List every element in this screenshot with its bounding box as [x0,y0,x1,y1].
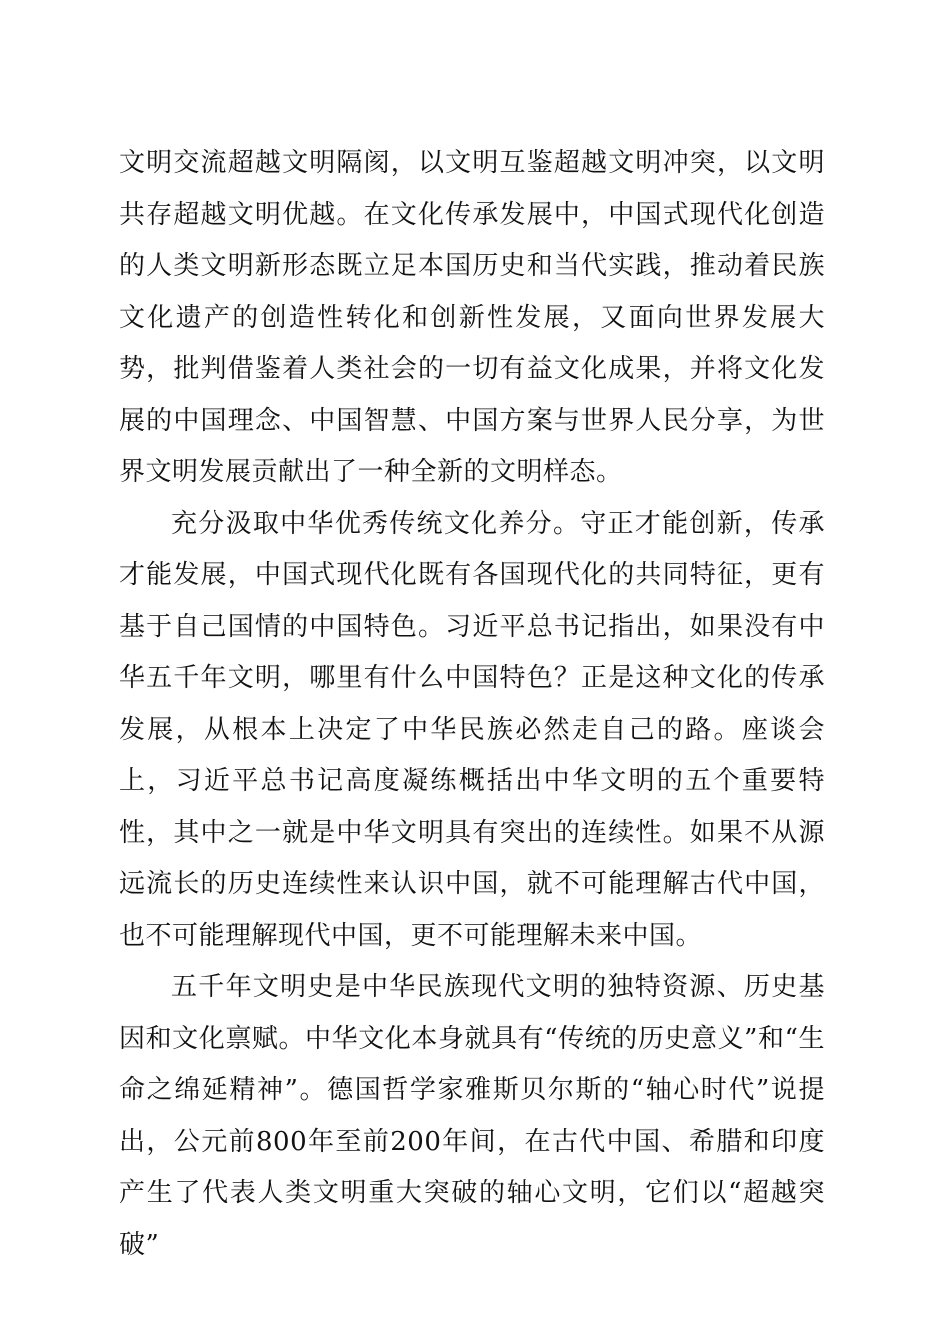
body-text [119,138,825,1271]
paragraph-3: 五千年文明史是中华民族现代文明的独特资源、历史基因和文化禀赋。中华文化本身就具有“传统的历史意义”和“生命之绵延精神”。德国哲学家雅斯贝尔斯的“轴心时代”说提出，公元前800年至前200年间，在古代中国、希腊和印度产生了代表人类文明重大突破的轴心文明，它们以“超越突破” [119,972,825,1260]
paragraph-2: 充分汲取中华优秀传统文化养分。守正才能创新，传承才能发展，中国式现代化既有各国现代化的共同特征，更有基于自己国情的中国特色。习近平总书记指出，如果没有中华五千年文明，哪里有什么中国特色？正是这种文化的传承发展，从根本上决定了中华民族必然走自己的路。座谈会上，习近平总书记高度凝练概括出中华文明的五个重要特性，其中之一就是中华文明具有突出的连续性。如果不从源远流长的历史连续性来认识中国，就不可能理解古代中国，也不可能理解现代中国，更不可能理解未来中国。 [119,508,825,951]
paragraph-1: 文明交流超越文明隔阂，以文明互鉴超越文明冲突，以文明共存超越文明优越。在文化传承发展中，中国式现代化创造的人类文明新形态既立足本国历史和当代实践，推动着民族文化遗产的创造性转化和创新性发展，又面向世界发展大势，批判借鉴着人类社会的一切有益文化成果，并将文化发展的中国理念、中国智慧、中国方案与世界人民分享，为世界文明发展贡献出了一种全新的文明样态。 [119,148,825,487]
